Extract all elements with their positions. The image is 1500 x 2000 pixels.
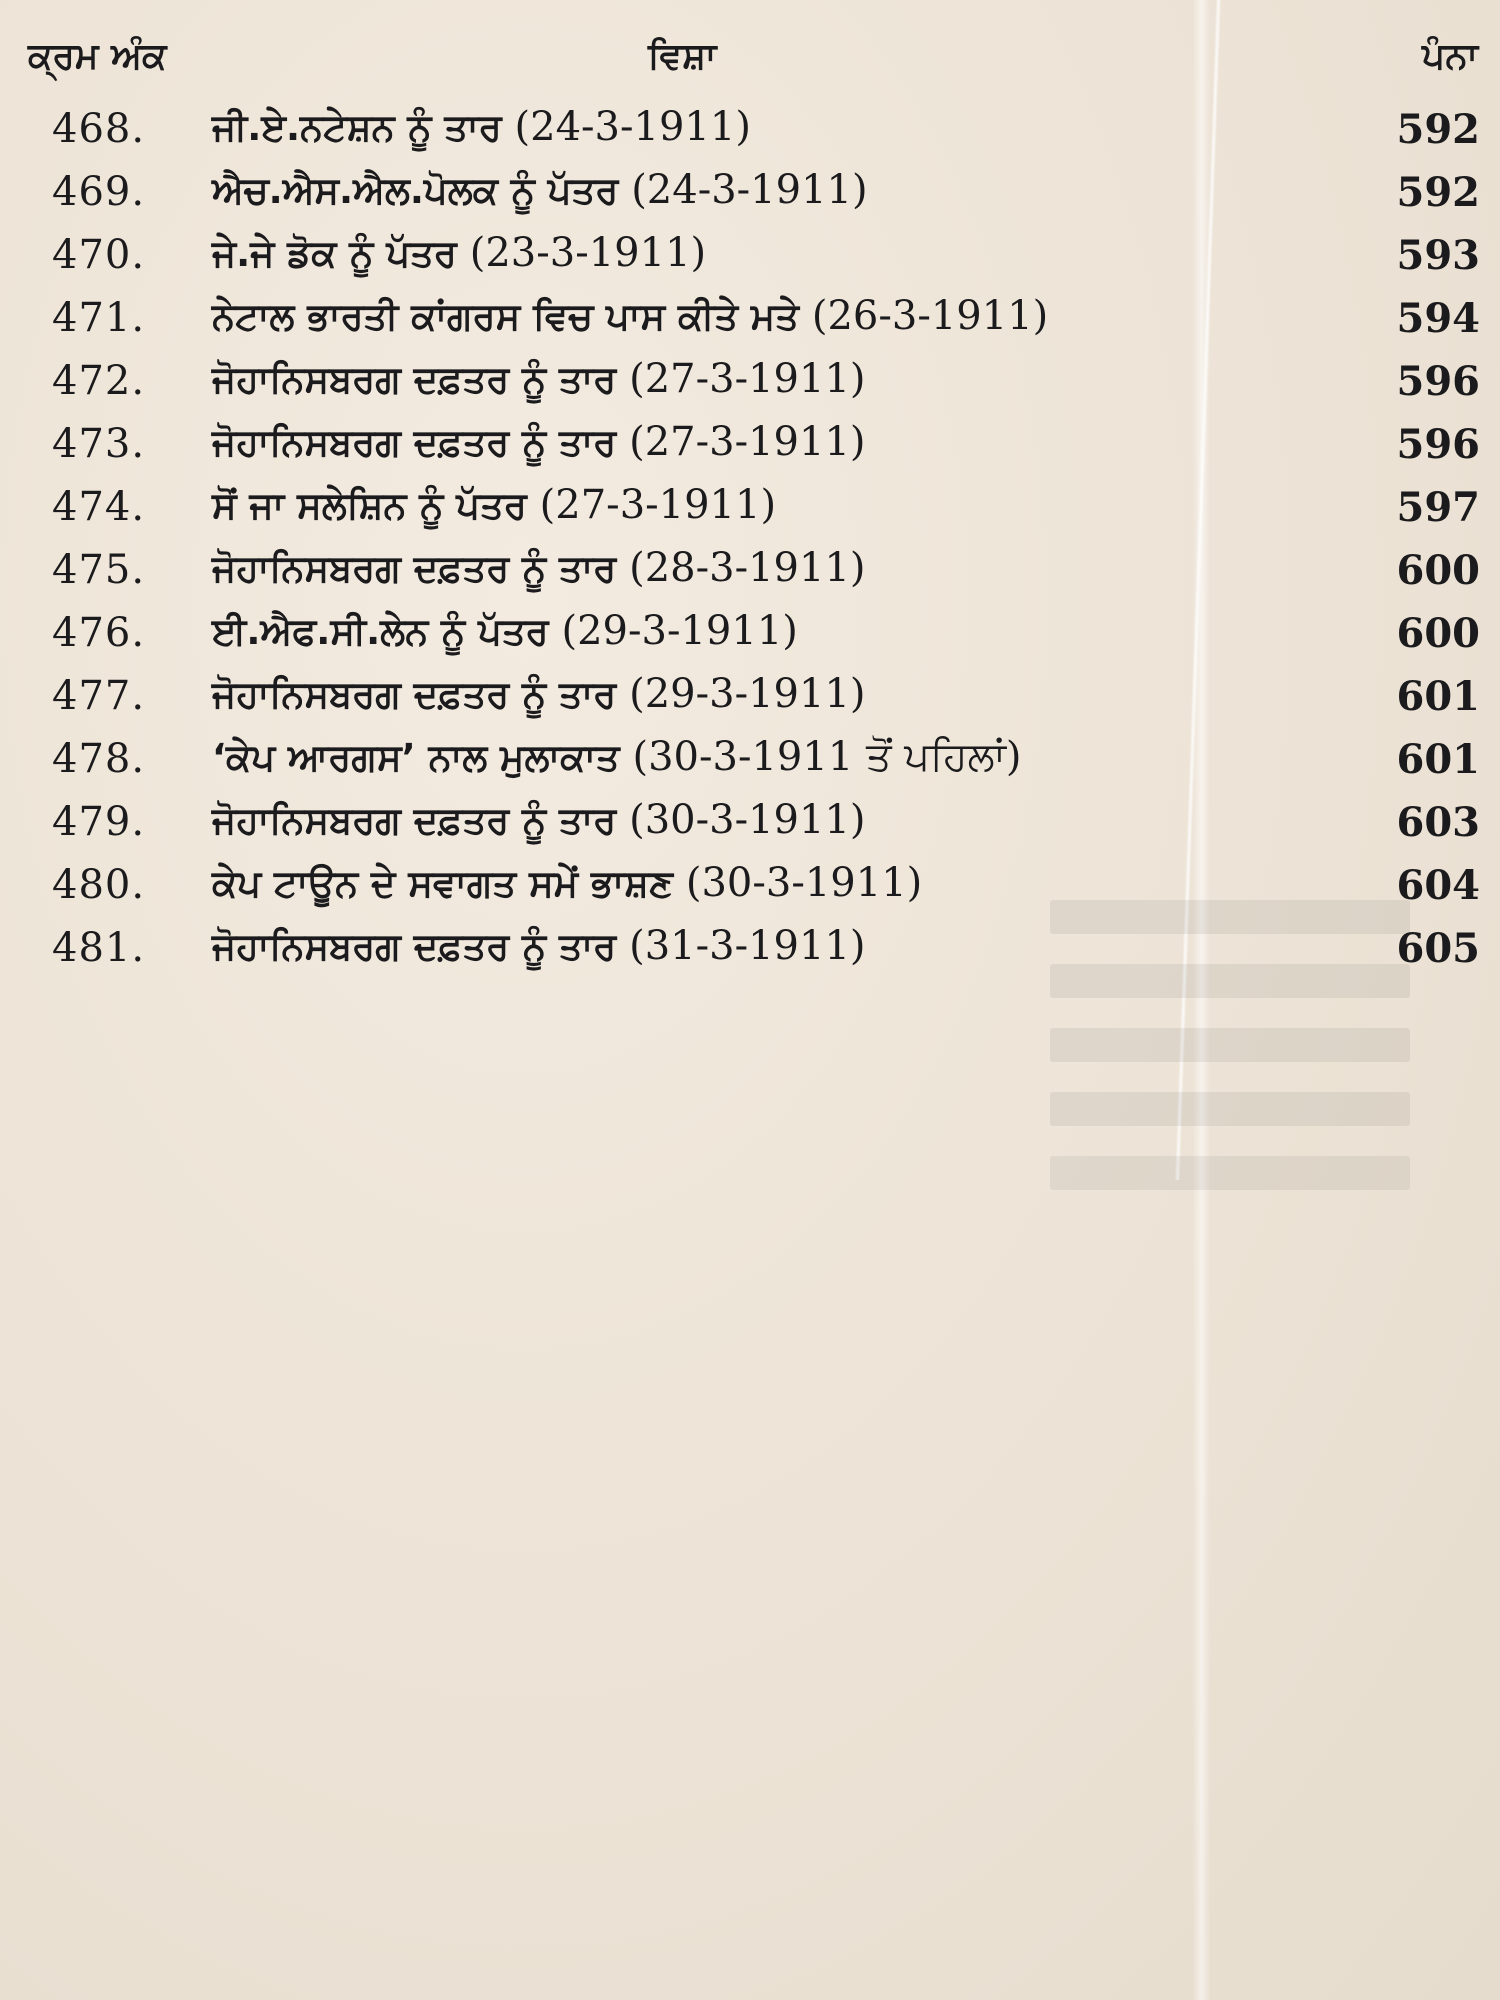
row-topic: [212, 797, 866, 843]
contents-row: [0, 541, 1500, 604]
contents-row: [0, 478, 1500, 541]
row-topic: [212, 734, 1022, 780]
row-title: ਸੋਂ ਜਾ ਸਲੇਸ਼ਿਨ ਨੂੰ ਪੱਤਰ: [212, 484, 527, 527]
row-page-number: 592: [1396, 106, 1480, 153]
contents-row: [0, 730, 1500, 793]
contents-row: [0, 289, 1500, 352]
row-serial-number: 476.: [52, 610, 146, 656]
contents-row: [0, 667, 1500, 730]
row-page-number: 592: [1396, 169, 1480, 216]
row-title: ਨੇਟਾਲ ਭਾਰਤੀ ਕਾਂਗਰਸ ਵਿਚ ਪਾਸ ਕੀਤੇ ਮਤੇ: [212, 295, 799, 338]
row-serial-number: 471.: [52, 295, 146, 341]
row-title: ਜੋਹਾਨਿਸਬਰਗ ਦਫ਼ਤਰ ਨੂੰ ਤਾਰ: [212, 547, 617, 590]
row-page-number: 596: [1396, 421, 1480, 468]
row-date: (30-3-1911): [685, 860, 923, 906]
contents-list: [0, 100, 1500, 982]
row-title: ਜੋਹਾਨਿਸਬਰਗ ਦਫ਼ਤਰ ਨੂੰ ਤਾਰ: [212, 925, 617, 968]
row-date: (28-3-1911): [629, 545, 866, 591]
row-topic: [212, 545, 866, 591]
row-topic: [212, 923, 866, 969]
row-page-number: 603: [1396, 799, 1480, 846]
contents-row: [0, 793, 1500, 856]
row-serial-number: 481.: [52, 925, 146, 971]
contents-row: [0, 163, 1500, 226]
table-header: [0, 28, 1500, 88]
row-topic: [212, 230, 706, 276]
row-serial-number: 468.: [52, 106, 146, 152]
contents-row: [0, 100, 1500, 163]
row-date: (23-3-1911): [469, 230, 707, 276]
row-title: ਜੋਹਾਨਿਸਬਰਗ ਦਫ਼ਤਰ ਨੂੰ ਤਾਰ: [212, 358, 617, 401]
contents-row: [0, 352, 1500, 415]
row-topic: [212, 104, 751, 150]
row-page-number: 600: [1396, 547, 1480, 594]
row-title: ਜੋਹਾਨਿਸਬਰਗ ਦਫ਼ਤਰ ਨੂੰ ਤਾਰ: [212, 799, 617, 842]
contents-row: [0, 226, 1500, 289]
row-serial-number: 475.: [52, 547, 146, 593]
row-topic: [212, 167, 868, 213]
row-date: (24-3-1911): [514, 104, 751, 150]
row-page-number: 594: [1396, 295, 1480, 342]
row-serial-number: 480.: [52, 862, 146, 908]
row-date: (30-3-1911 ਤੋਂ ਪਹਿਲਾਂ): [632, 734, 1022, 780]
row-serial-number: 479.: [52, 799, 146, 845]
row-serial-number: 478.: [52, 736, 146, 782]
row-title: ਜੀ.ਏ.ਨਟੇਸ਼ਨ ਨੂੰ ਤਾਰ: [212, 106, 502, 149]
row-date: (29-3-1911): [561, 608, 798, 654]
contents-row: [0, 604, 1500, 667]
row-page-number: 593: [1396, 232, 1480, 279]
row-date: (27-3-1911): [629, 419, 866, 465]
row-page-number: 601: [1396, 736, 1480, 783]
row-title: ‘ਕੇਪ ਆਰਗਸ’ ਨਾਲ ਮੁਲਾਕਾਤ: [212, 736, 620, 779]
row-date: (27-3-1911): [539, 482, 777, 528]
row-page-number: 605: [1396, 925, 1480, 972]
row-serial-number: 477.: [52, 673, 146, 719]
row-serial-number: 470.: [52, 232, 146, 278]
row-topic: [212, 671, 866, 717]
row-page-number: 596: [1396, 358, 1480, 405]
row-serial-number: 473.: [52, 421, 146, 467]
row-title: ਈ.ਐਫ.ਸੀ.ਲੇਨ ਨੂੰ ਪੱਤਰ: [212, 610, 549, 653]
row-title: ਜੋਹਾਨਿਸਬਰਗ ਦਫ਼ਤਰ ਨੂੰ ਤਾਰ: [212, 421, 617, 464]
row-serial-number: 472.: [52, 358, 146, 404]
contents-row: [0, 919, 1500, 982]
contents-row: [0, 856, 1500, 919]
row-topic: [212, 293, 1048, 339]
header-page-number: ਪੰਨਾ: [1421, 36, 1478, 77]
row-topic: [212, 356, 866, 402]
row-title: ਜੇ.ਜੇ ਡੋਕ ਨੂੰ ਪੱਤਰ: [212, 232, 457, 275]
row-topic: [212, 860, 922, 906]
row-topic: [212, 608, 798, 654]
row-serial-number: 469.: [52, 169, 146, 215]
row-title: ਐਚ.ਐਸ.ਐਲ.ਪੋਲਕ ਨੂੰ ਪੱਤਰ: [212, 169, 619, 212]
row-page-number: 600: [1396, 610, 1480, 657]
row-topic: [212, 482, 776, 528]
header-topic: ਵਿਸ਼ਾ: [648, 36, 717, 77]
row-serial-number: 474.: [52, 484, 146, 530]
row-date: (31-3-1911): [629, 923, 866, 969]
row-date: (27-3-1911): [629, 356, 866, 402]
row-topic: [212, 419, 866, 465]
row-date: (29-3-1911): [629, 671, 866, 717]
row-title: ਜੋਹਾਨਿਸਬਰਗ ਦਫ਼ਤਰ ਨੂੰ ਤਾਰ: [212, 673, 617, 716]
row-date: (30-3-1911): [629, 797, 866, 843]
row-page-number: 597: [1396, 484, 1480, 531]
row-date: (26-3-1911): [811, 293, 1049, 339]
contents-row: [0, 415, 1500, 478]
row-page-number: 604: [1396, 862, 1480, 909]
row-page-number: 601: [1396, 673, 1480, 720]
row-title: ਕੇਪ ਟਾਊਨ ਦੇ ਸਵਾਗਤ ਸਮੇਂ ਭਾਸ਼ਣ: [212, 862, 673, 905]
header-serial-number: ਕ੍ਰਮ ਅੰਕ: [28, 36, 167, 77]
row-date: (24-3-1911): [631, 167, 868, 213]
